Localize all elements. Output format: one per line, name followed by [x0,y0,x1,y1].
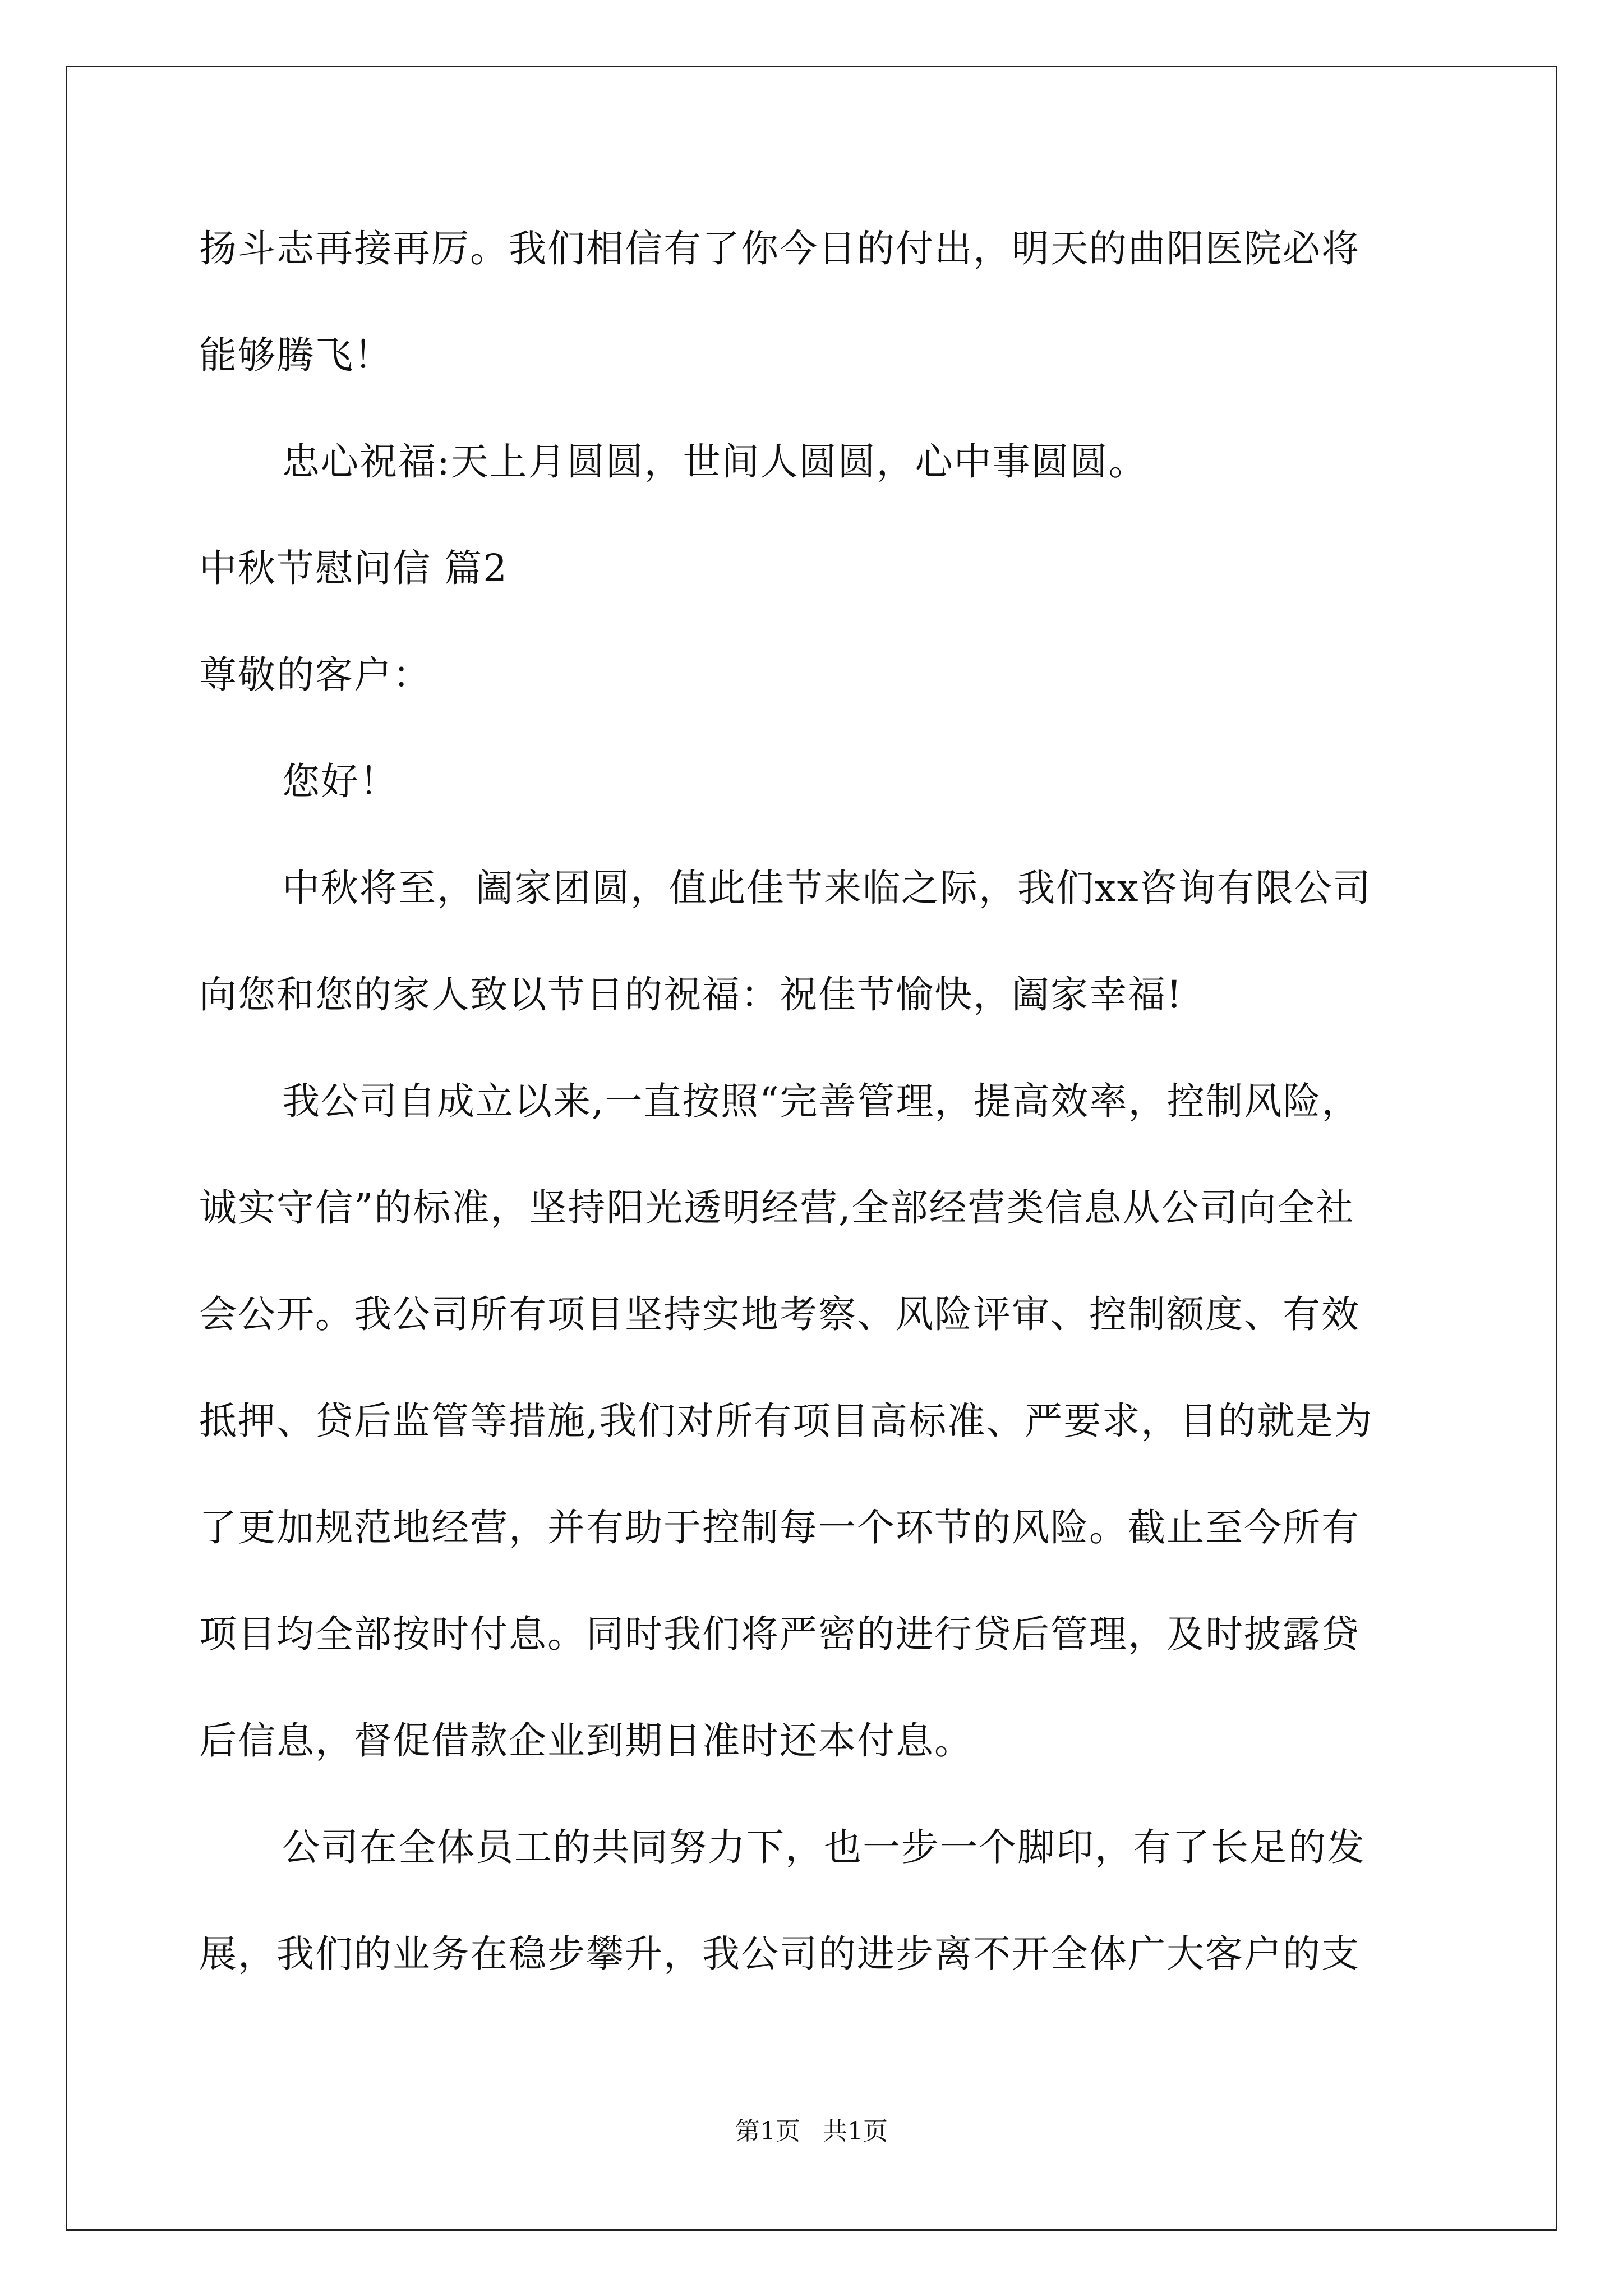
body-line: 项目均全部按时付息。同时我们将严密的进行贷后管理，及时披露贷 [199,1612,1360,1656]
body-line: 会公开。我公司所有项目坚持实地考察、风险评审、控制额度、有效 [199,1292,1360,1336]
salutation: 尊敬的客户： [199,653,431,697]
body-line: 中秋将至，阖家团圆，值此佳节来临之际，我们xx咨询有限公司 [282,866,1372,910]
body-line: 诚实守信”的标准，坚持阳光透明经营,全部经营类信息从公司向全社 [199,1186,1355,1230]
body-line: 能够腾飞！ [199,333,393,377]
body-line: 公司在全体员工的共同努力下，也一步一个脚印，有了长足的发 [282,1825,1366,1869]
body-line: 我公司自成立以来,一直按照“完善管理，提高效率，控制风险， [282,1079,1361,1123]
page-number: 第1页 [735,2117,800,2146]
body-line: 忠心祝福:天上月圆圆，世间人圆圆，心中事圆圆。 [282,440,1147,484]
section-heading: 中秋节慰问信 篇2 [199,546,508,590]
body-line: 抵押、贷后监管等措施,我们对所有项目高标准、严要求，目的就是为 [199,1399,1373,1443]
body-line: 后信息，督促借款企业到期日准时还本付息。 [199,1719,973,1763]
greeting: 您好！ [282,760,398,803]
body-line: 了更加规范地经营，并有助于控制每一个环节的风险。截止至今所有 [199,1506,1360,1549]
body-line: 扬斗志再接再厉。我们相信有了你今日的付出，明天的曲阳医院必将 [199,227,1360,270]
body-line: 向您和您的家人致以节日的祝福：祝佳节愉快，阖家幸福! [199,973,1183,1016]
page-total: 共1页 [823,2117,888,2146]
page-footer [0,2116,1623,2147]
page-border [66,66,1557,2231]
body-line: 展，我们的业务在稳步攀升，我公司的进步离不开全体广大客户的支 [199,1932,1360,1976]
